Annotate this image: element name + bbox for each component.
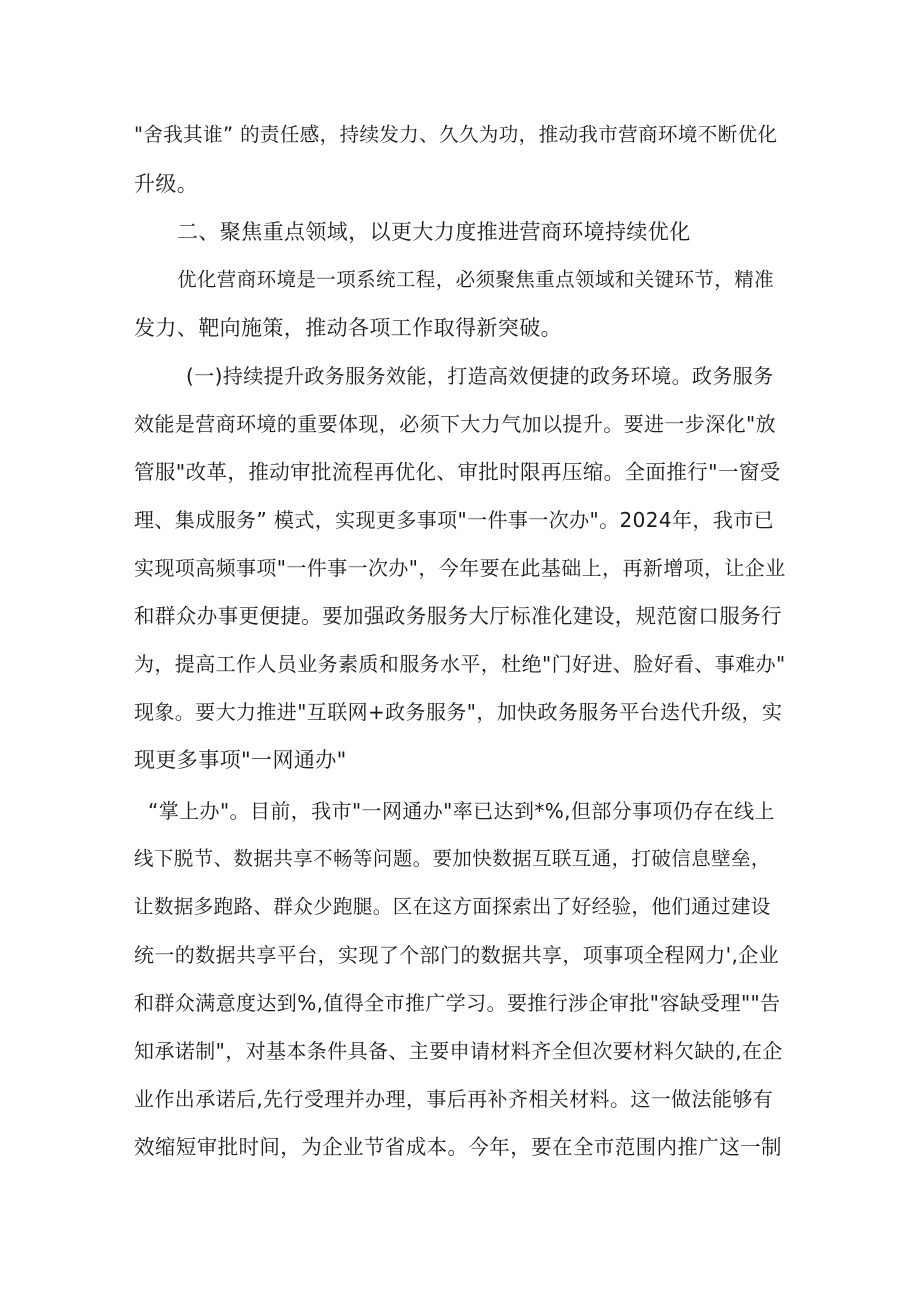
paragraph-line: 管服"改革，推动审批流程再优化、审批时限再压缩。全面推行"一窗受 <box>134 460 781 484</box>
paragraph-line: 现象。要大力推进"互联网+政务服务"，加快政务服务平台迭代升级，实 <box>134 700 783 724</box>
paragraph-line: 和群众满意度达到%,值得全市推广学习。要推行涉企审批"容缺受理""告 <box>134 991 781 1015</box>
paragraph-line: 现更多事项"一网通办" <box>134 748 347 772</box>
paragraph-line: 统一的数据共享平台，实现了个部门的数据共享，项事项全程网力',企业 <box>134 943 780 967</box>
paragraph-line: 为，提高工作人员业务素质和服务水平，杜绝"门好进、脸好看、事难办" <box>134 652 786 676</box>
paragraph-line: 业作出承诺后,先行受理并办理，事后再补齐相关材料。这一做法能够有 <box>134 1087 774 1111</box>
paragraph-line: 理、集成服务” 模式，实现更多事项"一件事一次办"。2024年，我市已 <box>134 508 775 532</box>
paragraph-line: 实现项高频事项"一件事一次办"，今年要在此基础上，再新增项，让企业 <box>134 556 786 580</box>
paragraph-line: 和群众办事更便捷。要加强政务服务大厅标准化建设，规范窗口服务行 <box>134 604 782 628</box>
paragraph-line: “掌上办"。目前，我市"一网通办"率已达到*%,但部分事项仍存在线上 <box>148 799 775 823</box>
paragraph-line: 让数据多跑路、群众少跑腿。区在这方面探索出了好经验，他们通过建设 <box>134 895 771 918</box>
paragraph-line: (一)持续提升政务服务效能，打造高效便捷的政务环境。政务服务 <box>186 364 774 388</box>
paragraph-line: 效能是营商环境的重要体现，必须下大力气加以提升。要进一步深化"放 <box>134 412 776 436</box>
paragraph-line: 升级。 <box>134 172 199 196</box>
paragraph-line: "舍我其谁” 的责任感，持续发力、久久为功，推动我市营商环境不断优化 <box>134 123 778 146</box>
paragraph-line: 效缩短审批时间，为企业节省成本。今年，要在全市范围内推广这一制 <box>134 1135 782 1159</box>
paragraph-line: 线下脱节、数据共享不畅等问题。要加快数据互联互通，打破信息壁垒， <box>134 847 771 870</box>
paragraph-line: 知承诺制"，对基本条件具备、主要申请材料齐全但次要材料欠缺的,在企 <box>134 1039 783 1063</box>
paragraph-line: 发力、靶向施策，推动各项工作取得新突破。 <box>134 316 562 340</box>
paragraph-line: 优化营商环境是一项系统工程，必须聚焦重点领域和关键环节，精准 <box>177 268 775 291</box>
section-heading: 二、聚焦重点领域，以更大力度推进营商环境持续优化 <box>177 220 691 244</box>
